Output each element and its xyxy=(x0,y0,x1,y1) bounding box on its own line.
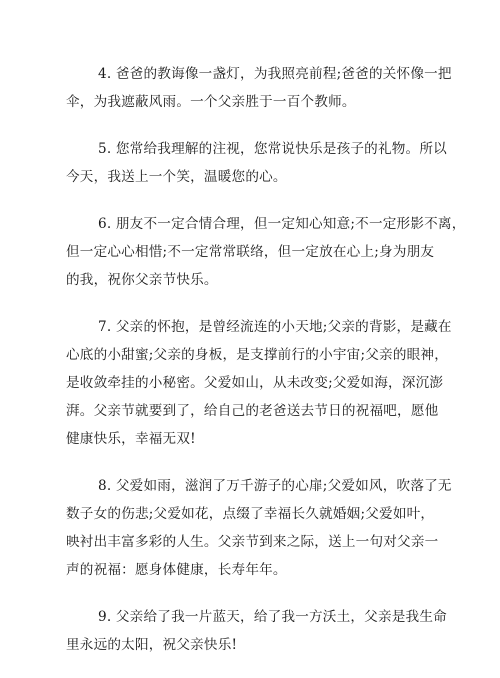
paragraph-line: 6. 朋友不一定合情合理，但一定知心知意;不一定形影不离， xyxy=(98,216,466,232)
paragraph-line: 但一定心心相惜;不一定常常联络，但一定放在心上;身为朋友 xyxy=(66,244,435,260)
paragraph-line: 健康快乐，幸福无双! xyxy=(66,431,196,447)
paragraph-line: 7. 父亲的怀抱，是曾经流连的小天地;父亲的背影，是藏在 xyxy=(98,319,452,335)
paragraph-line: 5. 您常给我理解的注视，您常说快乐是孩子的礼物。所以 xyxy=(98,141,447,157)
paragraph-4 xyxy=(66,60,452,116)
paragraph-line: 4. 爸爸的教诲像一盏灯，为我照亮前程;爸爸的关怀像一把 xyxy=(98,66,452,82)
paragraph-line: 是收敛牵挂的小秘密。父爱如山，从未改变;父爱如海，深沉澎 xyxy=(66,375,444,391)
paragraph-line: 9. 父亲给了我一片蓝天，给了我一方沃土，父亲是我生命 xyxy=(98,609,447,625)
paragraph-line: 的我，祝你父亲节快乐。 xyxy=(66,272,218,288)
paragraph-line: 今天，我送上一个笑，温暖您的心。 xyxy=(66,169,287,185)
paragraph-line: 心底的小甜蜜;父亲的身板，是支撑前行的小宇宙;父亲的眼神， xyxy=(66,347,448,363)
paragraph-line: 声的祝福：愿身体健康，长寿年年。 xyxy=(66,562,287,578)
paragraph-line: 数子女的伤悲;父爱如花，点缀了幸福长久就婚姻;父爱如叶， xyxy=(66,506,435,522)
paragraph-line: 8. 父爱如雨，滋润了万千游子的心扉;父爱如风，吹落了无 xyxy=(98,478,452,494)
document-body xyxy=(66,60,466,678)
paragraph-5 xyxy=(66,135,447,191)
paragraph-9 xyxy=(66,603,447,659)
paragraph-7 xyxy=(66,313,452,453)
paragraph-line: 里永远的太阳，祝父亲快乐! xyxy=(66,637,238,653)
paragraph-line: 映衬出丰富多彩的人生。父亲节到来之际，送上一句对父亲一 xyxy=(66,534,439,550)
paragraph-6 xyxy=(66,210,466,294)
paragraph-8 xyxy=(66,472,452,584)
paragraph-line: 湃。父亲节就要到了，给自己的老爸送去节日的祝福吧，愿他 xyxy=(66,403,439,419)
paragraph-line: 伞，为我遮蔽风雨。一个父亲胜于一百个教师。 xyxy=(66,94,356,110)
